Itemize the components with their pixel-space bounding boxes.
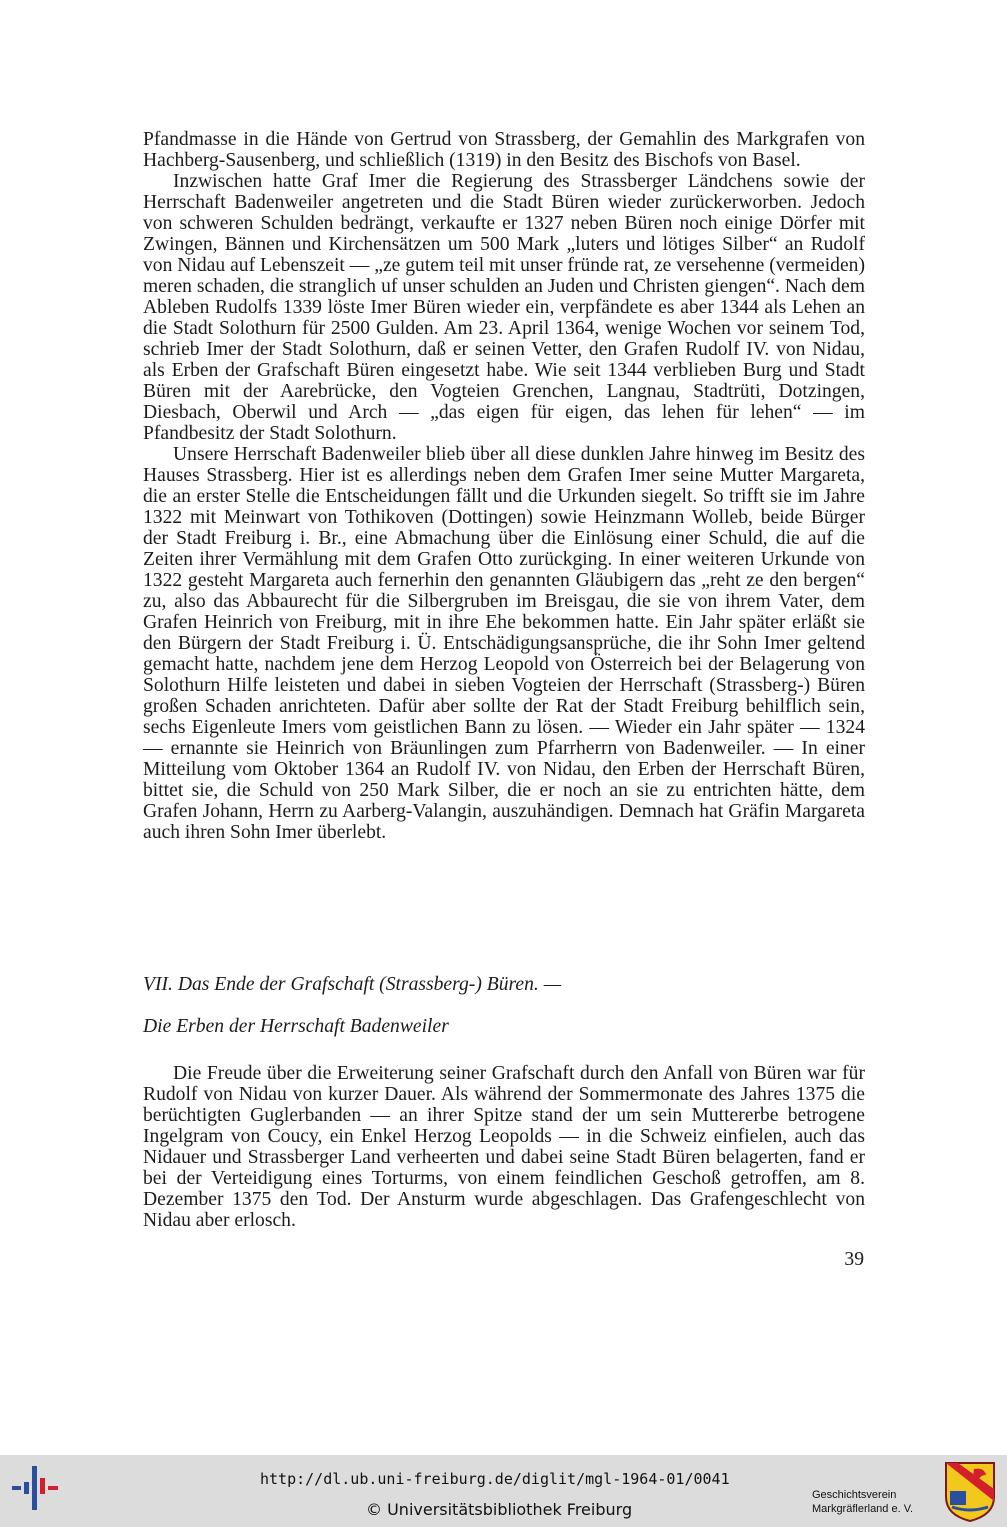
chapter-subheading: Die Erben der Herrschaft Badenweiler — [143, 1016, 449, 1037]
paragraph: Pfandmasse in die Hände von Gertrud von Strassberg, der Gemahlin des Markgrafen von Hachberg-Sausenberg, und schließlich (1319) in den Besitz des Bischofs von Basel. — [143, 129, 865, 171]
body-text-section-2 — [143, 1063, 865, 1231]
ub-freiburg-logo-icon[interactable] — [12, 1464, 64, 1518]
copyright-notice: © Universitätsbibliothek Freiburg — [366, 1500, 633, 1519]
document-url-link[interactable]: http://dl.ub.uni-freiburg.de/diglit/mgl-1964-01/0041 — [260, 1470, 730, 1488]
association-line-2: Markgräflerland e. V. — [812, 1503, 914, 1515]
page-number: 39 — [844, 1249, 864, 1270]
coat-of-arms-icon[interactable] — [944, 1461, 996, 1527]
paragraph: Unsere Herrschaft Badenweiler blieb über all diese dunklen Jahre hinweg im Besitz des Hauses Strassberg. Hier ist es allerdings neben dem Grafen Imer seine Mutter Margareta, die an erster Stelle die Entscheidungen fällt und die Urkunden siegelt. So trifft sie im Jahre 1322 mit Meinwart von Tothikoven (Dottingen) sowie Heinzmann Wolleb, beide Bürger der Stadt Freiburg i. Br., eine Abmachung über die Einlösung einer Schuld, die auf die Zeiten ihrer Vermählung mit dem Grafen Otto zurückging. In einer weiteren Urkunde von 1322 gesteht Margareta auch fernerhin den genannten Gläubigern das „reht ze den bergen“ zu, also das Abbaurecht für die Silbergruben im Breisgau, die sie von ihrem Vater, dem Grafen Heinrich von Freiburg, mit in ihre Ehe bekommen hatte. Ein Jahr später erläßt sie den Bürgern der Stadt Freiburg i. Ü. Entschädigungsansprüche, die ihr Sohn Imer geltend gemacht hatte, nachdem jene dem Herzog Leopold von Österreich bei der Belagerung von Solothurn Hilfe leisteten und dabei in sieben Vogteien der Herrschaft (Strassberg-) Büren großen Schaden anrichteten. Dafür aber sollte der Rat der Stadt Freiburg behilflich sein, sechs Eigenleute Imers vom geistlichen Bann zu lösen. — Wieder ein Jahr später — 1324 — ernannte sie Heinrich von Bräunlingen zum Pfarrherrn von Badenweiler. — In einer Mitteilung vom Oktober 1364 an Rudolf IV. von Nidau, den Erben der Herrschaft Büren, bittet sie, die Schuld von 250 Mark Silber, die er noch an sie zu entrichten hätte, dem Grafen Johann, Herrn zu Aarberg-Valangin, auszuhändigen. Demnach hat Gräfin Margareta auch ihren Sohn Imer überlebt. — [143, 444, 865, 843]
body-text-section-1 — [143, 129, 865, 843]
association-line-1: Geschichtsverein — [812, 1489, 897, 1501]
paragraph: Die Freude über die Erweiterung seiner Grafschaft durch den Anfall von Büren war für Rudolf von Nidau von kurzer Dauer. Als während der Sommermonate des Jahres 1375 die berüchtigten Guglerbanden — an ihrer Spitze stand der um sein Muttererbe betrogene Ingelgram von Coucy, ein Enkel Herzog Leopolds — in die Schweiz einfielen, auch das Nidauer und Strassberger Land verheerten und dabei seine Stadt Büren belagerten, fand er bei der Verteidigung eines Torturms, von einem feindlichen Geschoß getroffen, am 8. Dezember 1375 den Tod. Der Ansturm wurde abgeschlagen. Das Grafengeschlecht von Nidau aber erlosch. — [143, 1063, 865, 1231]
paragraph: Inzwischen hatte Graf Imer die Regierung des Strassberger Ländchens sowie der Herrschaft Badenweiler angetreten und die Stadt Büren wieder zurückerworben. Jedoch von schweren Schulden bedrängt, verkaufte er 1327 neben Büren noch einige Dörfer mit Zwingen, Bännen und Kirchensätzen um 500 Mark „luters und lötiges Silber“ an Rudolf von Nidau auf Lebenszeit — „ze gutem teil mit unser fründe rat, ze versehenne (vermeiden) meren schaden, die stranglich uf unser schulden an Juden und Christen giengen“. Nach dem Ableben Rudolfs 1339 löste Imer Büren wieder ein, verpfändete es aber 1344 als Lehen an die Stadt Solothurn für 2500 Gulden. Am 23. April 1364, wenige Wochen vor seinem Tod, schrieb Imer der Stadt Solothurn, daß er seinen Vetter, den Grafen Rudolf IV. von Nidau, als Erben der Grafschaft Büren eingesetzt habe. Wie seit 1344 verblieben Burg und Stadt Büren mit der Aarebrücke, den Vogteien Grenchen, Langnau, Stadtrüti, Dotzingen, Diesbach, Oberwil und Arch — „das eigen für eigen, das lehen für lehen“ — im Pfandbesitz der Stadt Solothurn. — [143, 171, 865, 444]
association-name — [812, 1488, 942, 1516]
chapter-heading: VII. Das Ende der Grafschaft (Strassberg-) Büren. — — [143, 974, 562, 995]
